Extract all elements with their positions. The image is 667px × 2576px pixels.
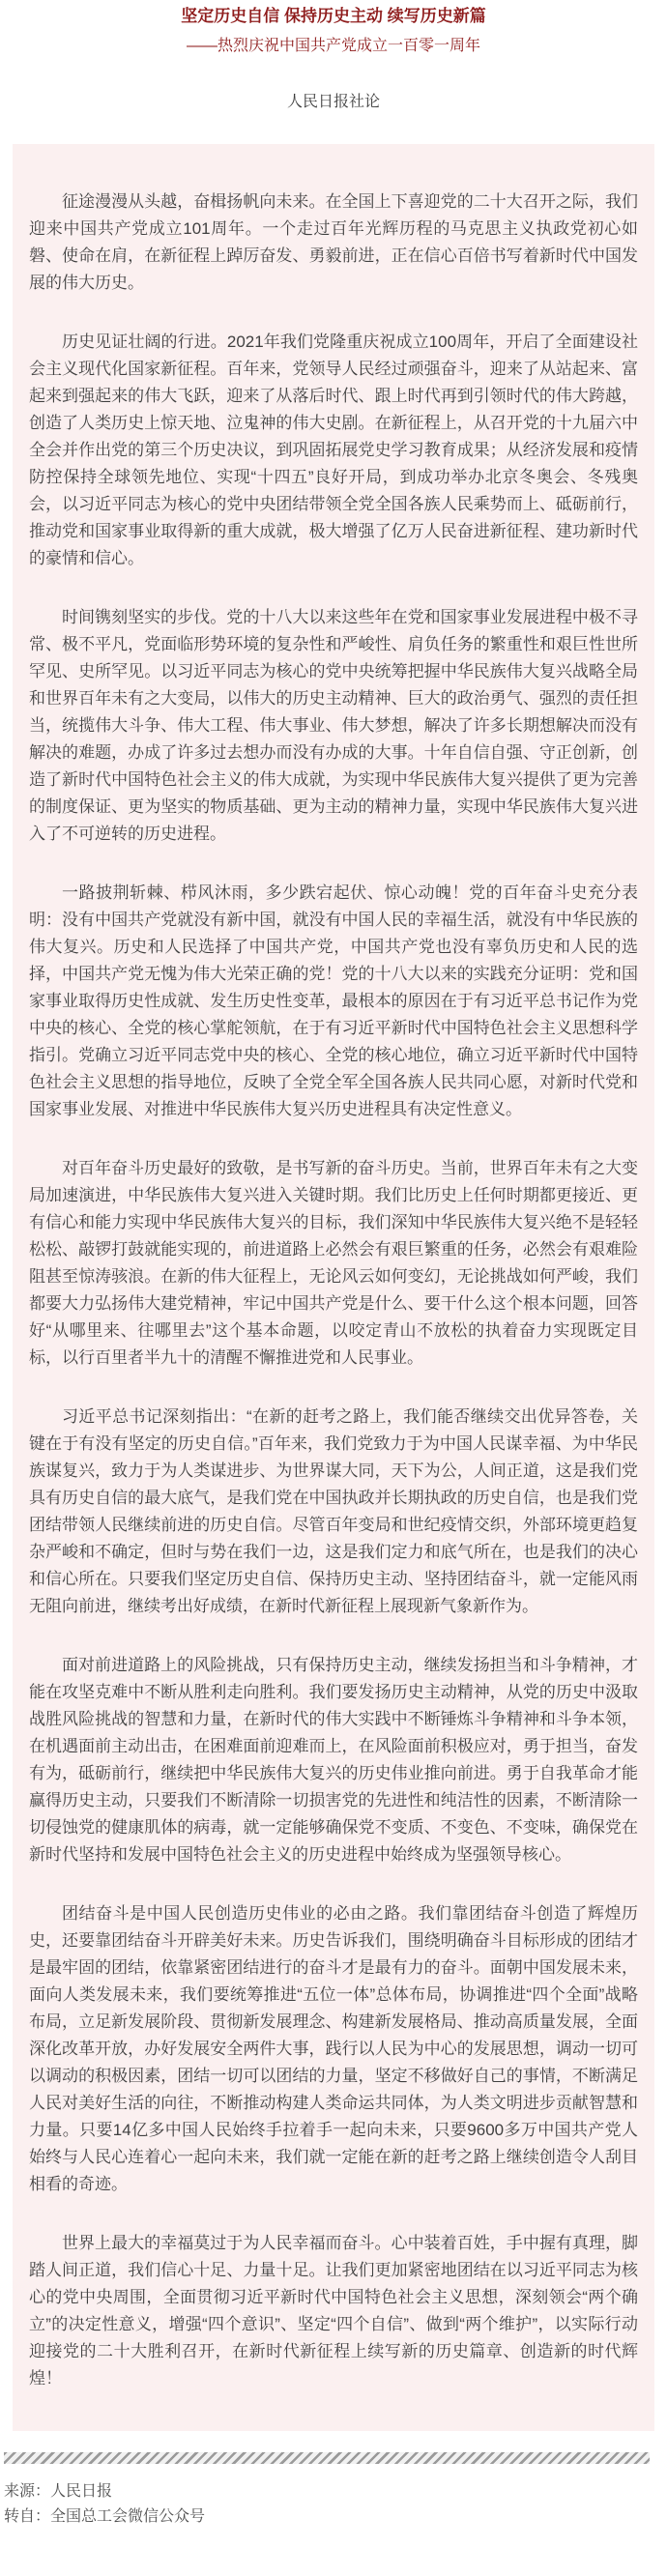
source-line: 来源：人民日报 (4, 2483, 113, 2500)
article-paragraph: 历史见证壮阔的行进。2021年我们党隆重庆祝成立100周年，开启了全面建设社会主义现代化国家新征程。百年来，党领导人民经过顽强奋斗，迎来了从站起来、富起来到强起来的伟大飞跃，迎来了从落后时代、跟上时代再到引领时代的伟大跨越，创造了人类历史上惊天地、泣鬼神的伟大史剧。在新征程上，从召开党的十九届六中全会并作出党的第三个历史决议，到巩固拓展党史学习教育成果；从经济发展和疫情防控保持全球领先地位、实现“十四五”良好开局，到成功举办北京冬奥会、冬残奥会，以习近平同志为核心的党中央团结带领全党全国各族人民乘势而上、砥砺前行，推动党和国家事业取得新的重大成就，极大增强了亿万人民奋进新征程、建功新时代的豪情和信心。 (29, 333, 638, 567)
article-body-panel (13, 144, 654, 2431)
article-paragraph: 一路披荆斩棘、栉风沐雨，多少跌宕起伏、惊心动魄！党的百年奋斗史充分表明：没有中国共产党就没有新中国，就没有中国人民的幸福生活，就没有中华民族的伟大复兴。历史和人民选择了中国共产党，中国共产党也没有辜负历史和人民的选择，中国共产党无愧为伟大光荣正确的党！党的十八大以来的实践充分证明：党和国家事业取得历史性成就、发生历史性变革，最根本的原因在于有习近平总书记作为党中央的核心、全党的核心掌舵领航，在于有习近平新时代中国特色社会主义思想科学指引。党确立习近平同志党中央的核心、全党的核心地位，确立习近平新时代中国特色社会主义思想的指导地位，反映了全党全军全国各族人民共同心愿，对新时代党和国家事业发展、对推进中华民族伟大复兴历史进程具有决定性意义。 (29, 883, 638, 1118)
article-paragraph: 世界上最大的幸福莫过于为人民幸福而奋斗。心中装着百姓，手中握有真理，脚踏人间正道，我们信心十足、力量十足。让我们更加紧密地团结在以习近平同志为核心的党中央周围，全面贯彻习近平新时代中国特色社会主义思想，深刻领会“两个确立”的决定性意义，增强“四个意识”、坚定“四个自信”、做到“两个维护”，以实际行动迎接党的二十大胜利召开，在新时代新征程上续写新的历史篇章、创造新的时代辉煌！ (29, 2234, 638, 2388)
repost-line: 转自：全国总工会微信公众号 (4, 2508, 206, 2525)
article-paragraph: 征途漫漫从头越，奋楫扬帆向未来。在全国上下喜迎党的二十大召开之际，我们迎来中国共产党成立101周年。一个走过百年光辉历程的马克思主义执政党初心如磐、使命在肩，在新征程上踔厉奋发、勇毅前进，正在信心百倍书写着新时代中国发展的伟大历史。 (29, 192, 638, 292)
page-subtitle: ——热烈庆祝中国共产党成立一百零一周年 (186, 38, 480, 54)
article-footer (0, 2464, 667, 2530)
page-title: 坚定历史自信 保持历史主动 续写历史新篇 (181, 7, 486, 25)
article-paragraph: 面对前进道路上的风险挑战，只有保持历史主动，继续发扬担当和斗争精神，才能在攻坚克难中不断从胜利走向胜利。我们要发扬历史主动精神，从党的历史中汲取战胜风险挑战的智慧和力量，在新时代的伟大实践中不断锤炼斗争精神和斗争本领，在机遇面前主动出击，在困难面前迎难而上，在风险面前积极应对，勇于担当，奋发有为，砥砺前行，继续把中华民族伟大复兴的历史伟业推向前进。勇于自我革命才能赢得历史主动，只要我们不断清除一切损害党的先进性和纯洁性的因素，不断清除一切侵蚀党的健康肌体的病毒，就一定能够确保党不变质、不变色、不变味，确保党在新时代坚持和发展中国特色社会主义的历史进程中始终成为坚强领导核心。 (29, 1656, 638, 1864)
article-paragraph: 团结奋斗是中国人民创造历史伟业的必由之路。我们靠团结奋斗创造了辉煌历史，还要靠团结奋斗开辟美好未来。历史告诉我们，围绕明确奋斗目标形成的团结才是最牢固的团结，依靠紧密团结进行的奋斗才是最有力的奋斗。面朝中国发展未来，面向人类发展未来，我们要统筹推进“五位一体”总体布局，协调推进“四个全面”战略布局，立足新发展阶段、贯彻新发展理念、构建新发展格局、推动高质量发展，全面深化改革开放，办好发展安全两件大事，践行以人民为中心的发展思想，调动一切可以调动的积极因素，团结一切可以团结的力量，坚定不移做好自己的事情，不断满足人民对美好生活的向往，不断推动构建人类命运共同体，为人类文明进步贡献智慧和力量。只要14亿多中国人民始终手拉着手一起向未来，只要9600多万中国共产党人始终与人民心连着心一起向未来，我们就一定能在新的赶考之路上继续创造令人刮目相看的奇迹。 (29, 1904, 638, 2193)
article-header (0, 0, 667, 113)
hatched-divider (4, 2452, 650, 2464)
article-paragraph: 对百年奋斗历史最好的致敬，是书写新的奋斗历史。当前，世界百年未有之大变局加速演进，中华民族伟大复兴进入关键时期。我们比历史上任何时期都更接近、更有信心和能力实现中华民族伟大复兴的目标，我们深知中华民族伟大复兴绝不是轻轻松松、敲锣打鼓就能实现的，前进道路上必然会有艰巨繁重的任务，必然会有艰难险阻甚至惊涛骇浪。在新的伟大征程上，无论风云如何变幻，无论挑战如何严峻，我们都要大力弘扬伟大建党精神，牢记中国共产党是什么、要干什么这个根本问题，回答好“从哪里来、往哪里去”这个基本命题，以咬定青山不放松的执着奋力实现既定目标，以行百里者半九十的清醒不懈推进党和人民事业。 (29, 1159, 638, 1367)
article-paragraph: 习近平总书记深刻指出：“在新的赶考之路上，我们能否继续交出优异答卷，关键在于有没有坚定的历史自信。”百年来，我们党致力于为中国人民谋幸福、为中华民族谋复兴，致力于为人类谋进步、为世界谋大同，天下为公，人间正道，这是我们党具有历史自信的最大底气，是我们党在中国执政并长期执政的历史自信，也是我们党团结带领人民继续前进的历史自信。尽管百年变局和世纪疫情交织，外部环境更趋复杂严峻和不确定，但时与势在我们一边，这是我们定力和底气所在，也是我们的决心和信心所在。只要我们坚定历史自信、保持历史主动、坚持团结奋斗，就一定能风雨无阻向前进，继续考出好成绩，在新时代新征程上展现新气象新作为。 (29, 1407, 638, 1615)
byline: 人民日报社论 (286, 94, 380, 110)
article-paragraph: 时间镌刻坚实的步伐。党的十八大以来这些年在党和国家事业发展进程中极不寻常、极不平凡，党面临形势环境的复杂性和严峻性、肩负任务的繁重性和艰巨性世所罕见、史所罕见。以习近平同志为核心的党中央统筹把握中华民族伟大复兴战略全局和世界百年未有之大变局，以伟大的历史主动精神、巨大的政治勇气、强烈的责任担当，统揽伟大斗争、伟大工程、伟大事业、伟大梦想，解决了许多长期想解决而没有解决的难题，办成了许多过去想办而没有办成的大事。十年自信自强、守正创新，创造了新时代中国特色社会主义的伟大成就，为实现中华民族伟大复兴提供了更为完善的制度保证、更为坚实的物质基础、更为主动的精神力量，实现中华民族伟大复兴进入了不可逆转的历史进程。 (29, 608, 638, 843)
